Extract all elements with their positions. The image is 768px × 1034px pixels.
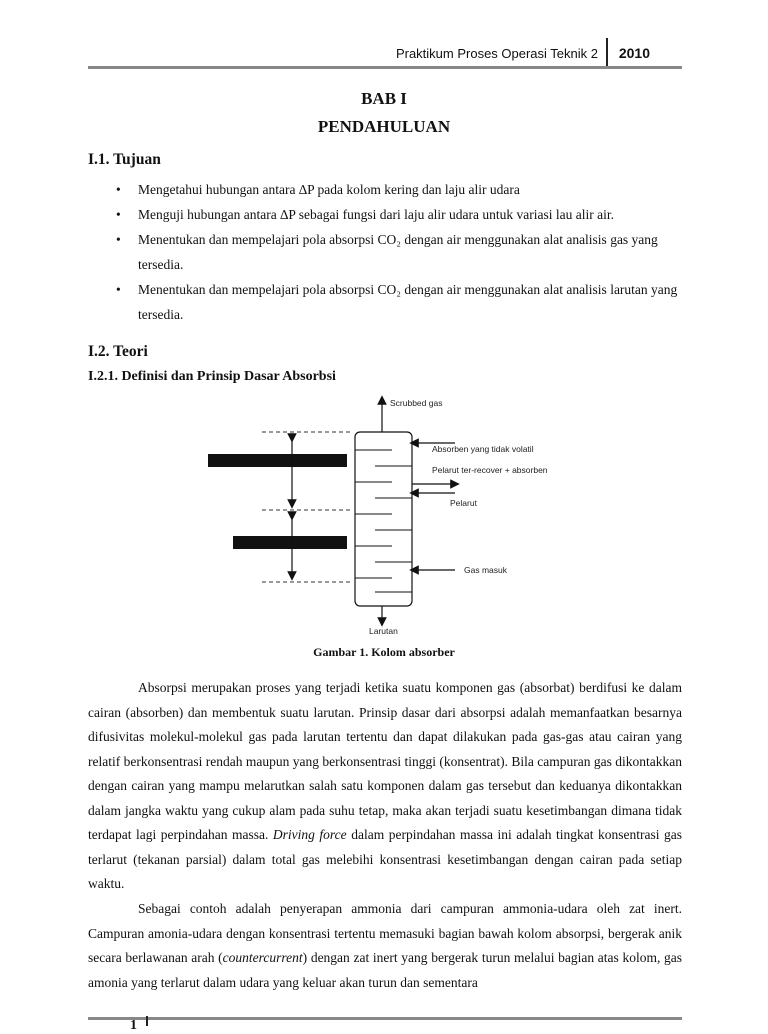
column-shell [355, 432, 412, 606]
paragraph-text: ) dengan zat inert yang bergerak turun melalui bagian atas kolom, gas amonia yang terlarut dalam udara yang keluar akan turun dan sementara [88, 950, 683, 990]
column-trays [355, 450, 412, 592]
label-scrubbed-gas: Scrubbed gas [390, 398, 443, 408]
section-heading-teori: I.2. Teori [88, 343, 148, 360]
list-item-text: Mengetahui hubungan antara ∆P pada kolom kering dan laju alir udara [138, 182, 520, 197]
page-number: 1 [130, 1018, 137, 1033]
stage-bar-bottom [233, 536, 347, 549]
list-item-text: Menentukan dan mempelajari pola absorpsi CO₂ dengan air menggunakan alat analisis gas yang tersedia. [138, 232, 658, 272]
subsection-heading: I.2.1. Definisi dan Prinsip Dasar Absorbsi [88, 369, 336, 384]
bullet-icon: • [116, 282, 121, 297]
header-year: 2010 [618, 45, 650, 61]
section-heading-tujuan: I.1. Tujuan [88, 151, 161, 168]
absorber-diagram [200, 392, 580, 638]
body-paragraph-1 [88, 676, 682, 897]
bullet-icon: • [116, 232, 121, 247]
italic-term: Driving force [272, 827, 347, 842]
paragraph-text: dalam perpindahan massa ini adalah tingkat konsentrasi gas terlarut (tekanan parsial) dalam total gas melebihi konsentrasi kesetimbangan dengan cairan pada setiap waktu. [88, 827, 683, 891]
paragraph-text: Absorpsi merupakan proses yang terjadi ketika suatu komponen gas (absorbat) berdifusi ke dalam cairan (absorben) dan membentuk suatu larutan. Prinsip dasar dari absorpsi adalah memanfaatkan besarnya difusivitas molekul-molekul gas pada larutan tertentu dan dapat dilakukan pada gas-gas atau cairan yang relatif berkonsentrasi rendah maupun yang berkonsentrasi tinggi (konsentrat). Bila campuran gas dikontakkan dengan cairan yang mampu melarutkan salah satu komponen dalam gas tersebut dan keduanya dikontakkan dalam jangka waktu yang cukup alam pada suhu tetap, maka akan terjadi suatu kesetimbangan dimana tidak terdapat lagi perpindahan massa. [88, 680, 682, 842]
page-header [88, 44, 682, 66]
bullet-icon: • [116, 207, 121, 222]
label-larutan: Larutan [369, 626, 398, 636]
list-item-text: Menentukan dan mempelajari pola absorpsi CO₂ dengan air menggunakan alat analisis larutan yang tersedia. [138, 282, 678, 322]
chapter-number: BAB I [361, 89, 407, 108]
label-gas-masuk: Gas masuk [464, 565, 507, 575]
header-separator [606, 38, 608, 68]
header-title: Praktikum Proses Operasi Teknik 2 [395, 46, 598, 61]
figure-caption: Gambar 1. Kolom absorber [313, 645, 455, 659]
list-item [88, 277, 682, 327]
stage-bar-top [208, 454, 347, 467]
chapter-title: PENDAHULUAN [317, 117, 451, 136]
absorber-column-figure [200, 392, 580, 638]
footer-separator [146, 1016, 148, 1026]
italic-term: countercurrent [222, 950, 303, 965]
list-item-text: Menguji hubungan antara ∆P sebagai fungsi dari laju alir udara untuk variasi lau alir air. [138, 207, 614, 222]
objectives-list [88, 177, 682, 327]
list-item [88, 177, 682, 202]
paragraph-text: Sebagai contoh adalah penyerapan ammonia dari campuran ammonia-udara oleh zat inert. Campuran amonia-udara dengan konsentrasi tertentu memasuki bagian bawah kolom absorpsi, bergerak anik secara berlawanan arah ( [88, 901, 682, 965]
header-rule [88, 66, 682, 69]
label-pelarut: Pelarut [450, 498, 477, 508]
bullet-icon: • [116, 182, 121, 197]
label-pelarut-recover: Pelarut ter-recover + absorben [432, 465, 548, 475]
list-item [88, 202, 682, 227]
list-item [88, 227, 682, 277]
label-absorben: Absorben yang tidak volatil [432, 444, 534, 454]
footer-rule [88, 1017, 682, 1020]
body-paragraph-2 [88, 897, 682, 995]
